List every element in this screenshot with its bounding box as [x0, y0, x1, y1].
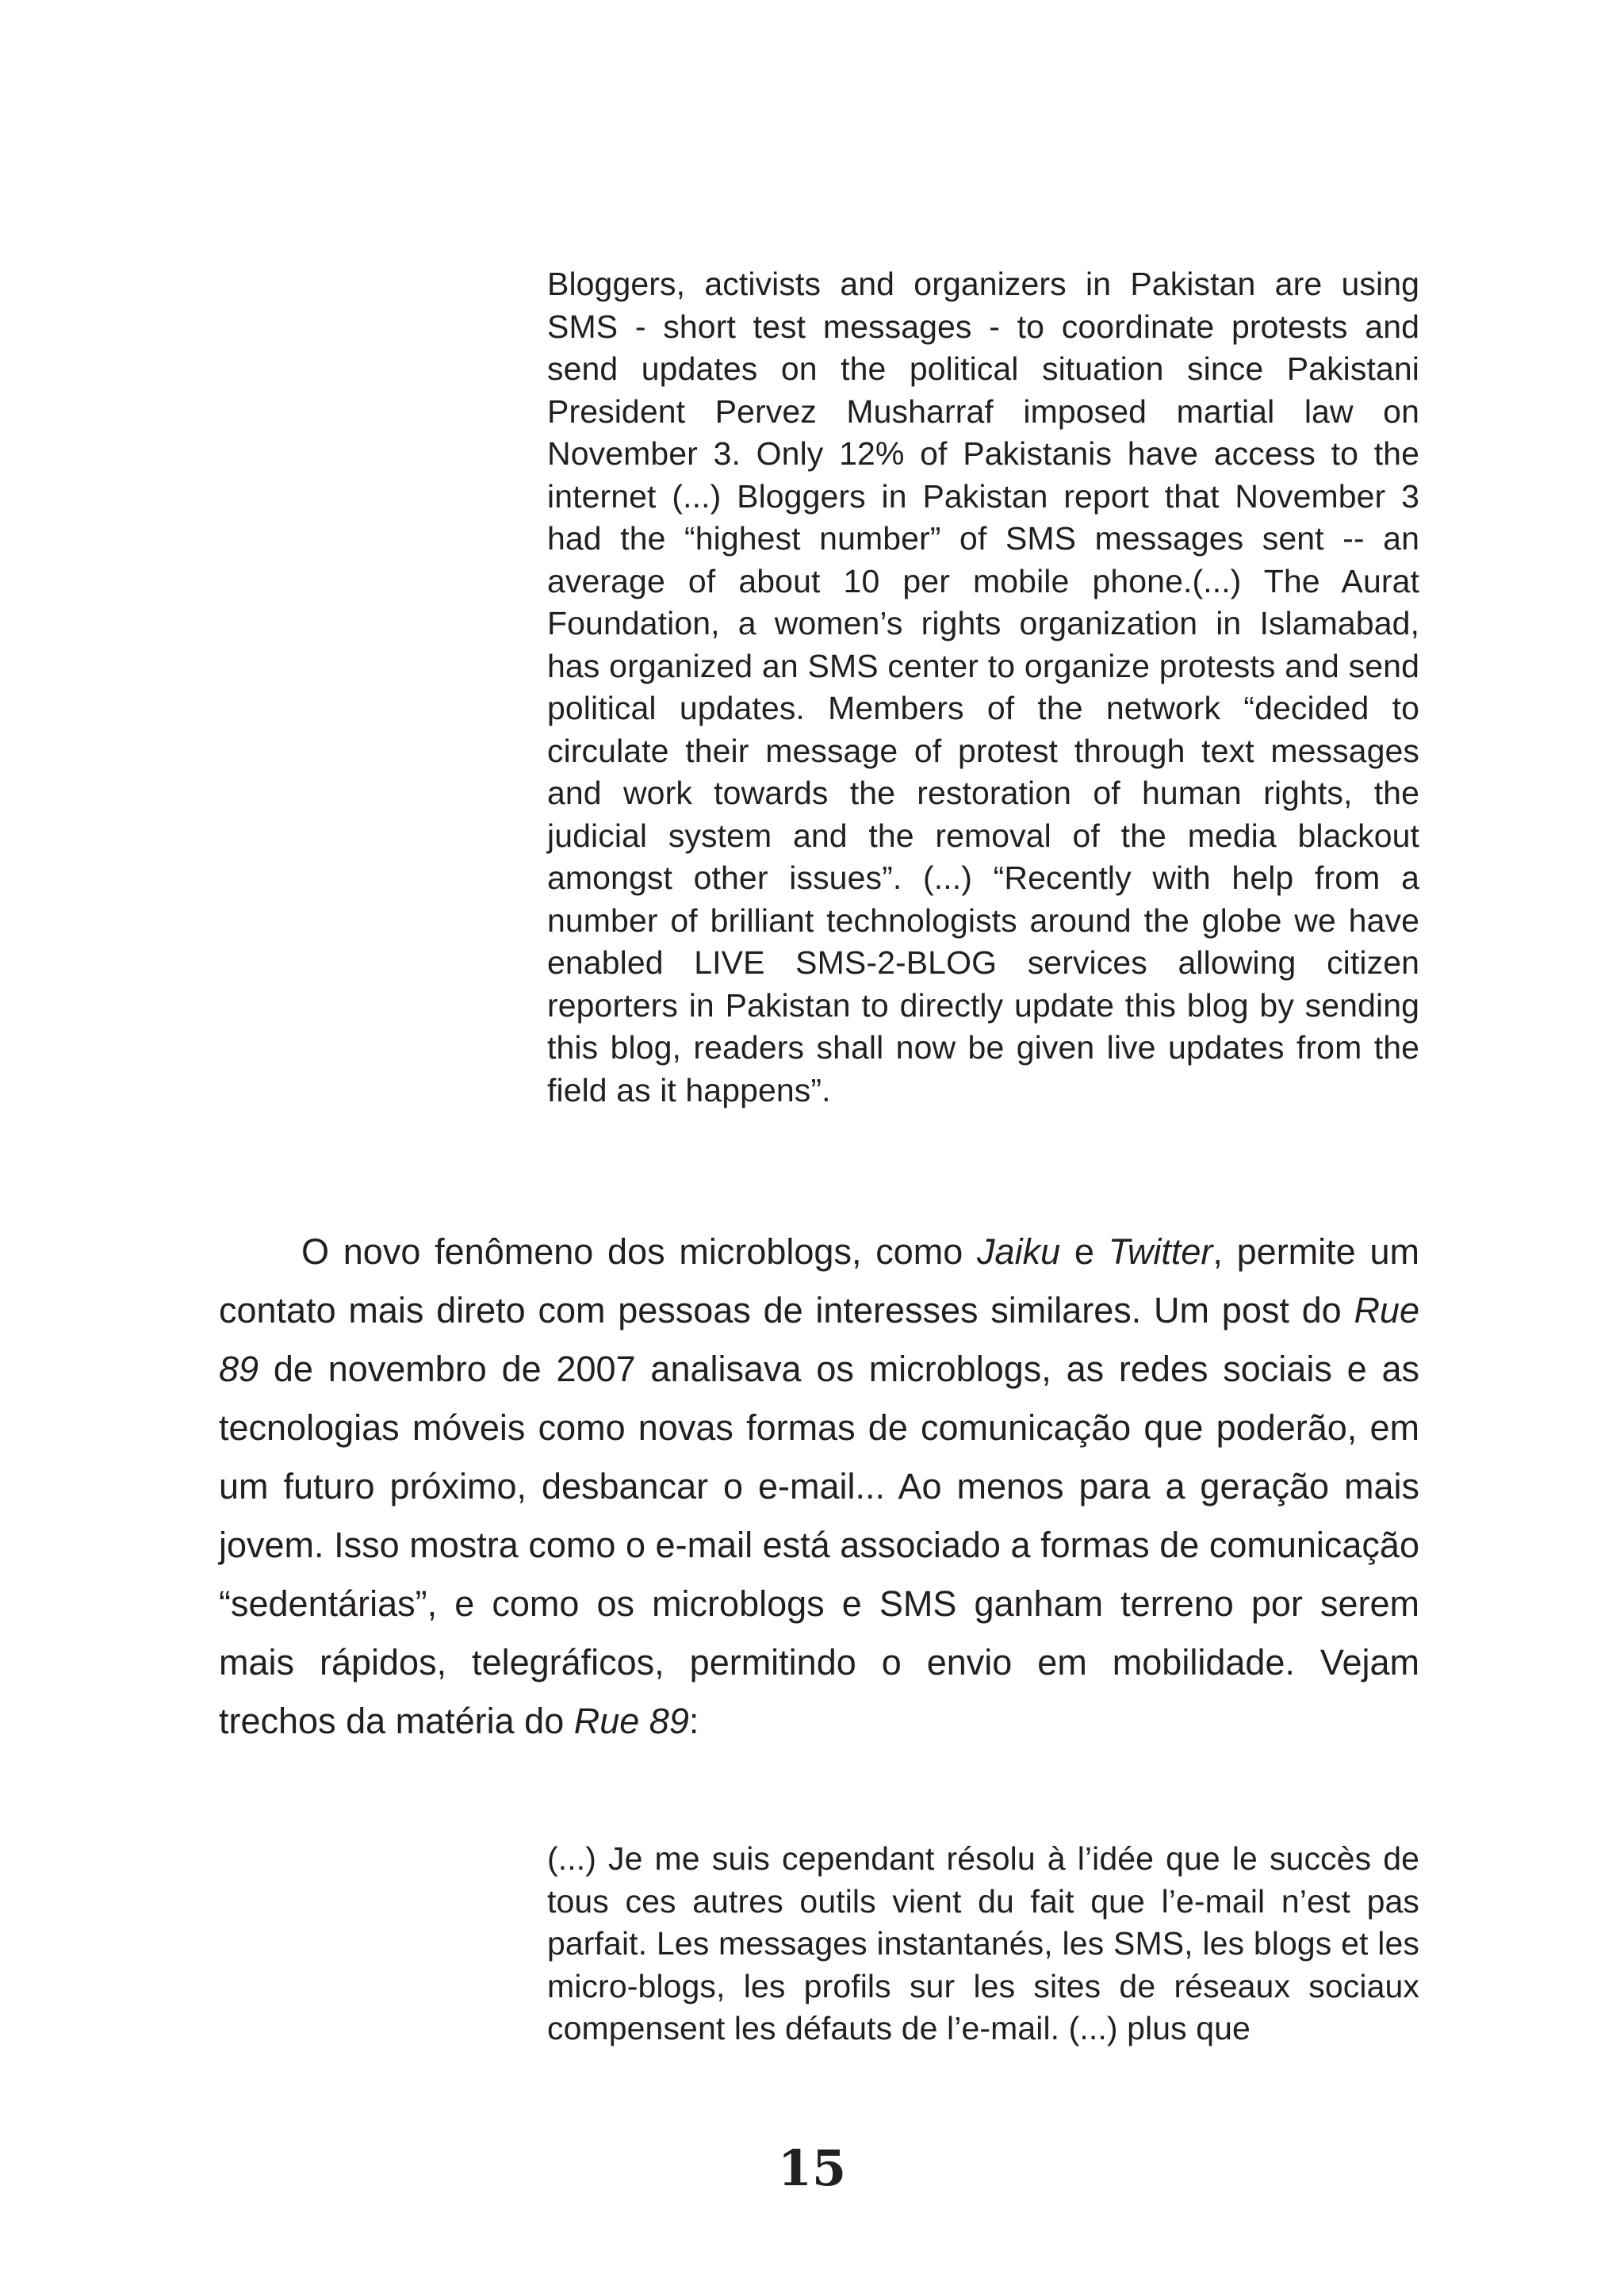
body-text-segment: , permite um contato mais direto com pessoas de interesses similares. Um post do [219, 1231, 1419, 1330]
block-quote-french: (...) Je me suis cependant résolu à l’idée que le succès de tous ces autres outils vient du fait que l’e-mail n’est pas parfait. Les messages instantanés, les SMS, les blogs et les micro-blogs, les profils sur les sites de réseaux sociaux compensent les défauts de l’e-mail. (...) plus que [547, 1840, 1419, 2046]
body-text-segment: : [688, 1701, 699, 1741]
block-quote-english: Bloggers, activists and organizers in Pakistan are using SMS - short test messages - to coordinate protests and send updates on the political situation since Pakistani President Pervez Musharraf imposed martial law on November 3. Only 12% of Pakistanis have access to the internet (...) Bloggers in Pakistan report that November 3 had the “highest number” of SMS messages sent -- an average of about 10 per mobile phone.(...) The Aurat Foundation, a women’s rights organization in Islamabad, has organized an SMS center to organize protests and send political updates. Members of the network “decided to circulate their message of protest through text messages and work towards the restoration of human rights, the judicial system and the removal of the media blackout amongst other issues”. (...) “Recently with help from a number of brilliant technologists around the globe we have enabled LIVE SMS-2-BLOG services allowing citizen reporters in Pakistan to directly update this blog by sending this blog, readers shall now be given live updates from the field as it happens”. [547, 266, 1419, 1108]
body-text-segment: de novembro de 2007 analisava os microblogs, as redes sociais e as tecnologias móveis como novas formas de comunicação que poderão, em um futuro próximo, desbancar o e-mail... Ao menos para a geração mais jovem. Isso mostra como o e-mail está associado a formas de comunicação “sedentárias”, e como os microblogs e SMS ganham terreno por serem mais rápidos, telegráficos, permitindo o envio em mobilidade. Vejam trechos da matéria do [219, 1349, 1419, 1741]
italic-term-rue89: Rue 89 [573, 1701, 689, 1741]
italic-term-jaiku: Jaiku [977, 1231, 1061, 1272]
body-text-segment: e [1060, 1231, 1109, 1272]
page-number: 15 [777, 2139, 847, 2197]
body-paragraph [219, 1223, 1419, 1751]
italic-term-rue89: Rue 89 [219, 1290, 1419, 1389]
italic-term-twitter: Twitter [1108, 1231, 1213, 1272]
body-text-segment: O novo fenômeno dos microblogs, como [301, 1231, 978, 1272]
